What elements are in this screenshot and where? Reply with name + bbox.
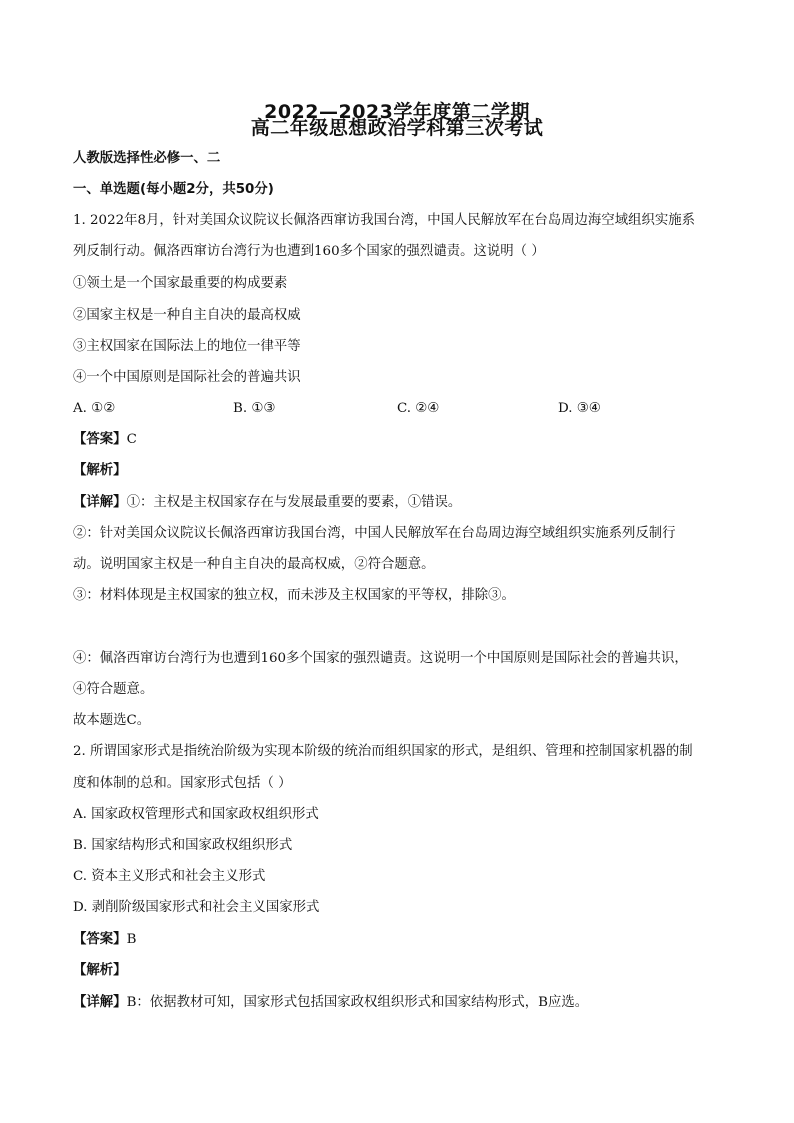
- q2-analysis-tag: 【解析】: [73, 963, 127, 978]
- q1-option-a: A. ①②: [73, 401, 116, 416]
- exam-title-subject: 高二年级思想政治学科第三次考试: [250, 117, 544, 139]
- q2-option-a: A. 国家政权管理形式和国家政权组织形式: [73, 807, 319, 822]
- q2-option-b: B. 国家结构形式和国家政权组织形式: [73, 838, 293, 853]
- q1-detail-line-4: ③：材料体现是主权国家的独立权，而未涉及主权国家的平等权，排除③。: [73, 588, 515, 603]
- q2-option-c: C. 资本主义形式和社会主义形式: [73, 869, 266, 884]
- q1-detail-line-6: ④符合题意。: [73, 682, 154, 697]
- q1-detail-tag: 【详解】: [73, 495, 127, 510]
- q1-item-1: ①领土是一个国家最重要的构成要素: [73, 276, 288, 291]
- q1-detail-line-1: [73, 493, 733, 513]
- q2-answer-value: B: [126, 932, 137, 947]
- q2-detail-tag: 【详解】: [73, 995, 127, 1010]
- q1-detail-line-3: 动。说明国家主权是一种自主自决的最高权威，②符合题意。: [73, 557, 435, 572]
- q1-option-d: D. ③④: [558, 401, 601, 416]
- q1-conclusion: 故本题选C。: [73, 713, 151, 728]
- q1-detail-line-2: ②：针对美国众议院议长佩洛西窜访我国台湾，中国人民解放军在台岛周边海空域组织实施系列反制行: [73, 526, 676, 541]
- q2-detail-line-1: [73, 993, 733, 1013]
- q1-answer-value: C: [126, 432, 137, 447]
- q2-detail-text-1: B：依据教材可知，国家形式包括国家政权组织形式和国家结构形式，B应选。: [126, 995, 589, 1010]
- q2-stem-line-2: 度和体制的总和。国家形式包括（ ）: [73, 776, 292, 791]
- q1-answer-tag: 【答案】: [73, 432, 127, 447]
- q1-detail-text-1: ①：主权是主权国家存在与发展最重要的要素，①错误。: [126, 495, 462, 510]
- q1-answer: [73, 430, 733, 450]
- q1-option-b: B. ①③: [233, 401, 276, 416]
- section-heading: 一、单选题(每小题2分，共50分): [73, 182, 274, 197]
- q1-item-4: ④一个中国原则是国际社会的普遍共识: [73, 370, 301, 385]
- edition-label: 人教版选择性必修一、二: [73, 151, 221, 166]
- q2-option-d: D. 剥削阶级国家形式和社会主义国家形式: [73, 900, 320, 915]
- q1-stem-line-2: 列反制行动。佩洛西窜访台湾行为也遭到160多个国家的强烈谴责。这说明（ ）: [73, 244, 545, 259]
- q2-answer-tag: 【答案】: [73, 932, 127, 947]
- q2-stem-line-1: 2. 所谓国家形式是指统治阶级为实现本阶级的统治而组织国家的形式，是组织、管理和控制国家机器的制: [73, 744, 693, 759]
- q1-detail-line-5: ④：佩洛西窜访台湾行为也遭到160多个国家的强烈谴责。这说明一个中国原则是国际社会的普遍共识，: [73, 651, 688, 666]
- q1-analysis-tag: 【解析】: [73, 463, 127, 478]
- q1-item-3: ③主权国家在国际法上的地位一律平等: [73, 339, 301, 354]
- q2-answer: [73, 930, 733, 950]
- exam-title-year: 2022—2023学年度第二学期: [264, 101, 530, 123]
- q1-option-c: C. ②④: [397, 401, 440, 416]
- q1-item-2: ②国家主权是一种自主自决的最高权威: [73, 308, 301, 323]
- q1-stem-line-1: 1. 2022年8月，针对美国众议院议长佩洛西窜访我国台湾，中国人民解放军在台岛周边海空域组织实施系: [73, 213, 696, 228]
